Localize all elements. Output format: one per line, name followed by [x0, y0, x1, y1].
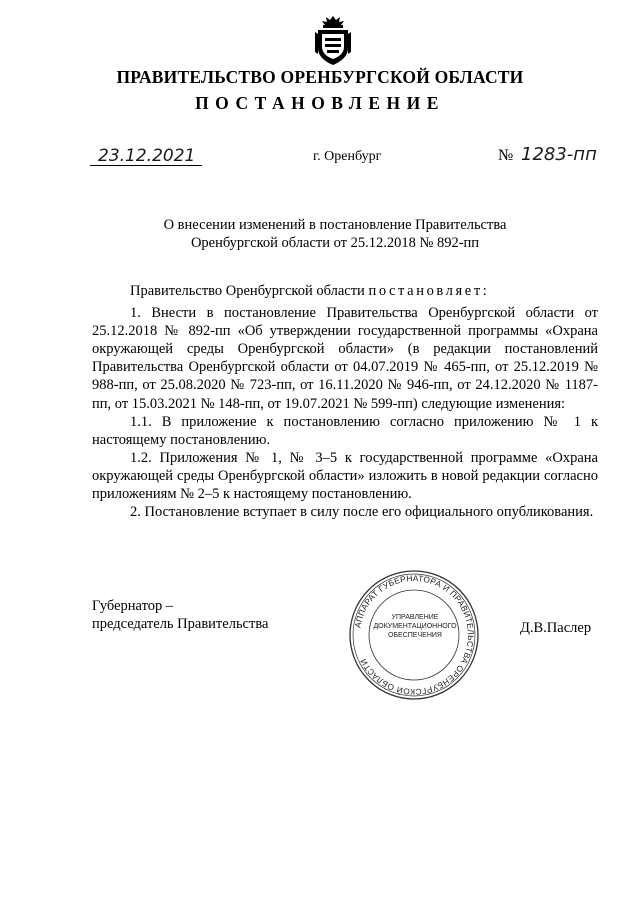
body-paragraph: 1. Внести в постановление Правительства Оренбургской области от 25.12.2018 № 892-пп «Об утверждении государственной программы «Охрана окружающей среды Оренбургской области» (в редакции постановлений Правительства Оренбургской области от 04.07.2019 № 465-пп, от 25.12.2019 № 988-пп, от 25.08.2020 № 723-пп, от 16.11.2020 № 946-пп, от 24.12.2020 № 1187-пп, от 15.03.2021 № 148-пп, от 19.07.2021 № 599-пп) следующие изменения:: [92, 305, 598, 412]
subject-line: О внесении изменений в постановление Правительства: [163, 217, 507, 233]
organization-title: ПРАВИТЕЛЬСТВО ОРЕНБУРГСКОЙ ОБЛАСТИ: [116, 67, 524, 87]
document-type-title: ПОСТАНОВЛЕНИЕ: [195, 93, 445, 113]
date-underline: [90, 165, 202, 166]
signer-title-line: Губернатор –: [92, 598, 174, 614]
number-sign: №: [498, 147, 514, 164]
lead-resolves: постановляет:: [368, 283, 490, 299]
document-city: г. Оренбург: [313, 149, 382, 164]
signer-title: [92, 597, 268, 633]
document-number: 1283-пп: [521, 144, 597, 165]
seal-ring-text: АППАРАТ ГУБЕРНАТОРА И ПРАВИТЕЛЬСТВА ОРЕНБУРГСКОЙ ОБЛАСТИ: [352, 572, 477, 698]
body-paragraph: 1.2. Приложения № 1, № 3–5 к государственной программе «Охрана окружающей среды Оренбургской области» изложить в новой редакции согласно приложениям № 2–5 к настоящему постановлению.: [92, 449, 598, 503]
subject-line: Оренбургской области от 25.12.2018 № 892-пп: [190, 235, 480, 251]
body-paragraph: 1.1. В приложение к постановлению согласно приложению № 1 к настоящему постановлению.: [92, 413, 598, 448]
body-paragraph: 2. Постановление вступает в силу после его официального опубликования.: [130, 504, 594, 521]
seal-center-line: ДОКУМЕНТАЦИОННОГО: [373, 623, 457, 630]
signer-title-line: председатель Правительства: [92, 616, 269, 632]
seal-center-line: ОБЕСПЕЧЕНИЯ: [388, 632, 442, 639]
body-lead: [92, 282, 598, 300]
signer-name: Д.В.Паслер: [520, 620, 592, 636]
coat-of-arms-emblem: [313, 14, 353, 66]
lead-prefix: Правительство Оренбургской области: [130, 283, 369, 299]
seal-center-text: [365, 613, 465, 640]
document-date: 23.12.2021: [98, 146, 196, 166]
document-subject: [120, 216, 550, 252]
document-body: [92, 282, 598, 521]
seal-center-line: УПРАВЛЕНИЕ: [391, 614, 439, 621]
